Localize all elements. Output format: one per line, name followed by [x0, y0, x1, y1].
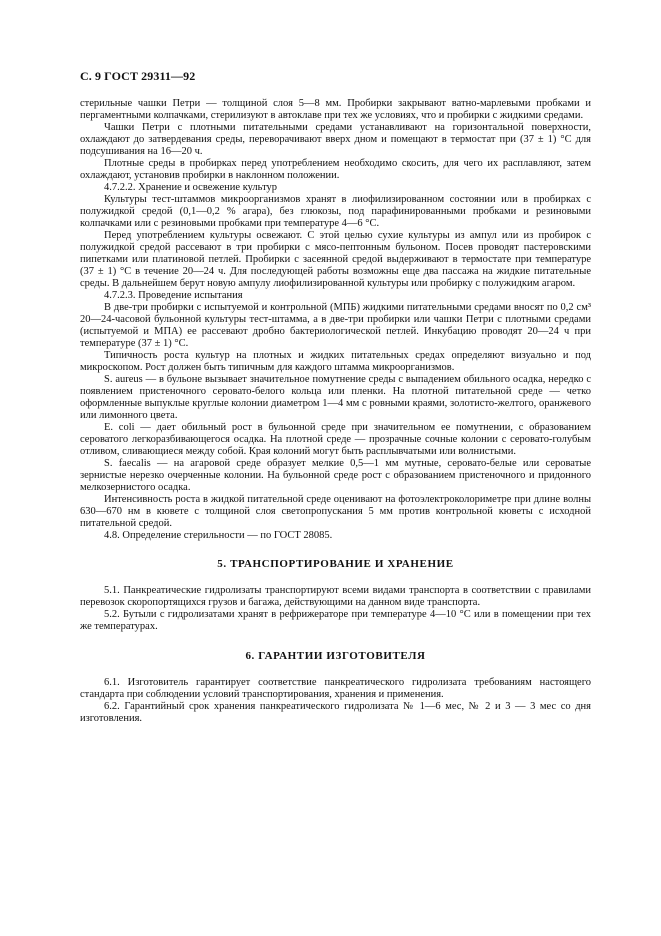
paragraph: стерильные чашки Петри — толщиной слоя 5—8 мм. Пробирки закрывают ватно-марлевыми пробками и пергаментными колпачками, стерилизуют в автоклаве при тех же условиях, что и пробирки с жидкими средами.: [80, 98, 591, 121]
paragraph: S. faecalis — на агаровой среде образует мелкие 0,5—1 мм мутные, серовато-белые или сероватые зернистые нерезко очерченные колонии. На бульонной среде рост с образованием пристеночного и придонного мелкозернистого осадка.: [80, 458, 591, 493]
paragraph: В две-три пробирки с испытуемой и контрольной (МПБ) жидкими питательными средами вносят по 0,2 см³ 20—24-часовой бульонной культуры тест-штамма, а в две-три пробирки или чашки Петри с плотными средами (испытуемой и МПА) ее рассевают дробно бактериологической петлей. Инкубацию проводят 20—24 ч при температуре (37 ± 1) °С.: [80, 302, 591, 349]
section-heading: 5. ТРАНСПОРТИРОВАНИЕ И ХРАНЕНИЕ: [217, 558, 454, 570]
paragraph: Интенсивность роста в жидкой питательной среде оценивают на фотоэлектроколориметре при длине волны 630—670 нм в кювете с толщиной слоя светопропускания 5 мм против контрольной кюветы с исходной питательной средой.: [80, 494, 591, 529]
paragraph: Типичность роста культур на плотных и жидких питательных средах определяют визуально и под микроскопом. Рост должен быть типичным для каждого штамма микроорганизмов.: [80, 350, 591, 373]
paragraph: Плотные среды в пробирках перед употреблением необходимо скосить, для чего их расплавляют, затем охлаждают, установив пробирки в наклонном положении.: [80, 158, 591, 181]
paragraph: S. aureus — в бульоне вызывает значительное помутнение среды с выпадением обильного осадка, нередко с появлением пристеночного серовато-белого кольца или пленки. На плотной питательной среде — четко оформленные выпуклые круглые колонии диаметром 1—4 мм с ровными краями, золотисто-желтого, оранжевого или лимонного цвета.: [80, 374, 591, 421]
paragraph: 6.2. Гарантийный срок хранения панкреатического гидролизата № 1—6 мес, № 2 и 3 — 3 мес со дня изготовления.: [80, 701, 591, 724]
paragraph: 5.2. Бутыли с гидролизатами хранят в рефрижераторе при температуре 4—10 °С или в помещении при тех же температурах.: [80, 609, 591, 632]
paragraph: 4.8. Определение стерильности — по ГОСТ 28085.: [104, 530, 333, 541]
paragraph: Перед употреблением культуры освежают. С этой целью сухие культуры из ампул или из пробирок с полужидкой средой рассевают в три пробирки с мясо-пептонным бульоном. Посев проводят пастеровскими пипетками или платиновой петлей. Пробирки с засеянной средой выдерживают в термостате при температуре (37 ± 1) °С в течение 20—24 ч. Для последующей работы возможны еще два пассажа на жидкие питательные среды. В дальнейшем берут новую ампулу лиофилизированной культуры или пробирку с полужидким агаром.: [80, 230, 591, 289]
paragraph: 6.1. Изготовитель гарантирует соответствие панкреатического гидролизата требованиям настоящего стандарта при соблюдении условий транспортирования, хранения и применения.: [80, 677, 591, 700]
document-body: [80, 98, 591, 725]
paragraph: E. coli — дает обильный рост в бульонной среде при значительном ее помутнении, с образованием сероватого легкоразбивающегося осадка. На плотной среде — прозрачные сочные колонии с серовато-голубым отливом, сливающиеся между собой. Края колоний могут быть расплывчатыми или волнистыми.: [80, 422, 591, 457]
subsection-title: 4.7.2.3. Проведение испытания: [104, 290, 243, 301]
paragraph: Чашки Петри с плотными питательными средами устанавливают на горизонтальной поверхности, охлаждают до затвердевания среды, переворачивают вверх дном и помещают в термостат при (37 ± 1) °С для подсушивания на 16—20 ч.: [80, 122, 591, 157]
page-header: С. 9 ГОСТ 29311—92: [80, 69, 196, 83]
subsection-title: 4.7.2.2. Хранение и освежение культур: [104, 182, 278, 193]
paragraph: Культуры тест-штаммов микроорганизмов хранят в лиофилизированном состоянии или в пробирках с полужидкой средой (0,1—0,2 % агара), без глюкозы, под парафинированными пробками и резиновыми колпачками или с резиновыми пробками при температуре 4—6 °С.: [80, 194, 591, 229]
paragraph: 5.1. Панкреатические гидролизаты транспортируют всеми видами транспорта в соответствии с правилами перевозок скоропортящихся грузов и багажа, действующими на данном виде транспорта.: [80, 585, 591, 608]
section-heading: 6. ГАРАНТИИ ИЗГОТОВИТЕЛЯ: [245, 650, 426, 662]
